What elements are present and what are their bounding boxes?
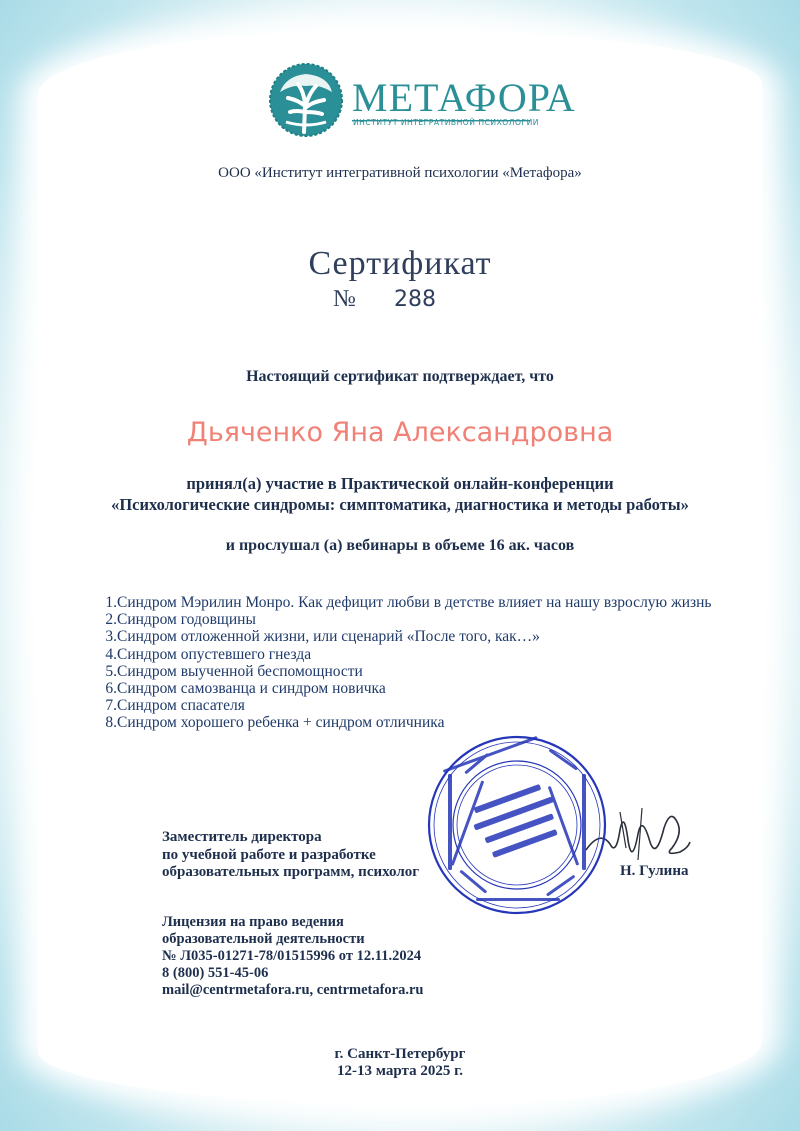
list-item-number: 5. [105,662,117,680]
logo-subtitle: ИНСТИТУТ ИНТЕГРАТИВНОЙ ПСИХОЛОГИИ [353,118,539,127]
signer-role [162,829,419,882]
list-item-number: 3. [105,628,117,646]
list-item-text: Синдром самозванца и синдром новичка [117,680,386,698]
list-item-text: Синдром хорошего ребенка + синдром отличника [117,714,445,732]
city: г. Санкт-Петербург [334,1046,466,1062]
list-item [105,714,760,732]
list-item-text: Синдром Мэрилин Монро. Как дефицит любви в детстве влияет на нашу взрослую жизнь [117,594,712,611]
list-item [105,662,760,680]
list-item [105,611,760,629]
list-item-number: 6. [105,680,117,698]
logo-wordmark: МЕТАФОРА [352,75,576,120]
organization-name: ООО «Институт интегративной психологии «Метафора» [218,165,582,181]
list-item-number: 4. [105,645,117,663]
license-block [162,914,424,999]
list-item-number: 2. [105,611,117,629]
list-item [105,645,760,663]
list-item-text: Синдром отложенной жизни, или сценарий «После того, как…» [117,628,540,646]
signer-role-line: Заместитель директора [162,829,322,845]
organization-stamp [426,734,608,916]
license-line: Лицензия на право ведения [162,914,344,930]
signer-role-line: по учебной работе и разработке [162,846,376,863]
list-item [105,628,760,646]
certificate-number: 288 [394,287,436,312]
participation-line-2: «Психологические синдромы: симптоматика, диагностика и методы работы» [111,495,689,514]
list-item-text: Синдром выученной беспомощности [117,662,363,680]
signer-role-line: образовательных программ, психолог [162,864,420,880]
participation-line-1: принял(а) участие в Практической онлайн-конференции [186,474,614,493]
list-item [105,594,760,611]
list-item-number: 8. [105,714,117,732]
list-item-text: Синдром опустевшего гнезда [117,645,312,663]
license-line: образовательной деятельности [162,931,365,947]
event-date: 12-13 марта 2025 г. [337,1063,463,1079]
list-item-number: 7. [105,697,117,715]
signer-name: Н. Гулина [620,863,689,879]
phone-number: 8 (800) 551-45-06 [162,965,269,981]
list-item-text: Синдром спасателя [117,697,245,715]
license-number: № Л035-01271-78/01515996 от 12.11.2024 [162,948,422,964]
list-item-text: Синдром годовщины [117,611,256,629]
certificate-number-sign: № [333,286,356,312]
confirm-text: Настоящий сертификат подтверждает, что [246,368,554,385]
list-item [105,680,760,698]
recipient-name: Дьяченко Яна Александровна [186,417,614,448]
contact-links: mail@centrmetafora.ru, centrmetafora.ru [162,982,424,998]
place-date [0,1046,800,1080]
topics-list [105,594,760,732]
hours-text: и прослушал (а) вебинары в объеме 16 ак. часов [225,537,575,554]
list-item-number: 1. [105,594,117,611]
list-item [105,697,760,715]
certificate-title: Сертификат [308,245,492,282]
